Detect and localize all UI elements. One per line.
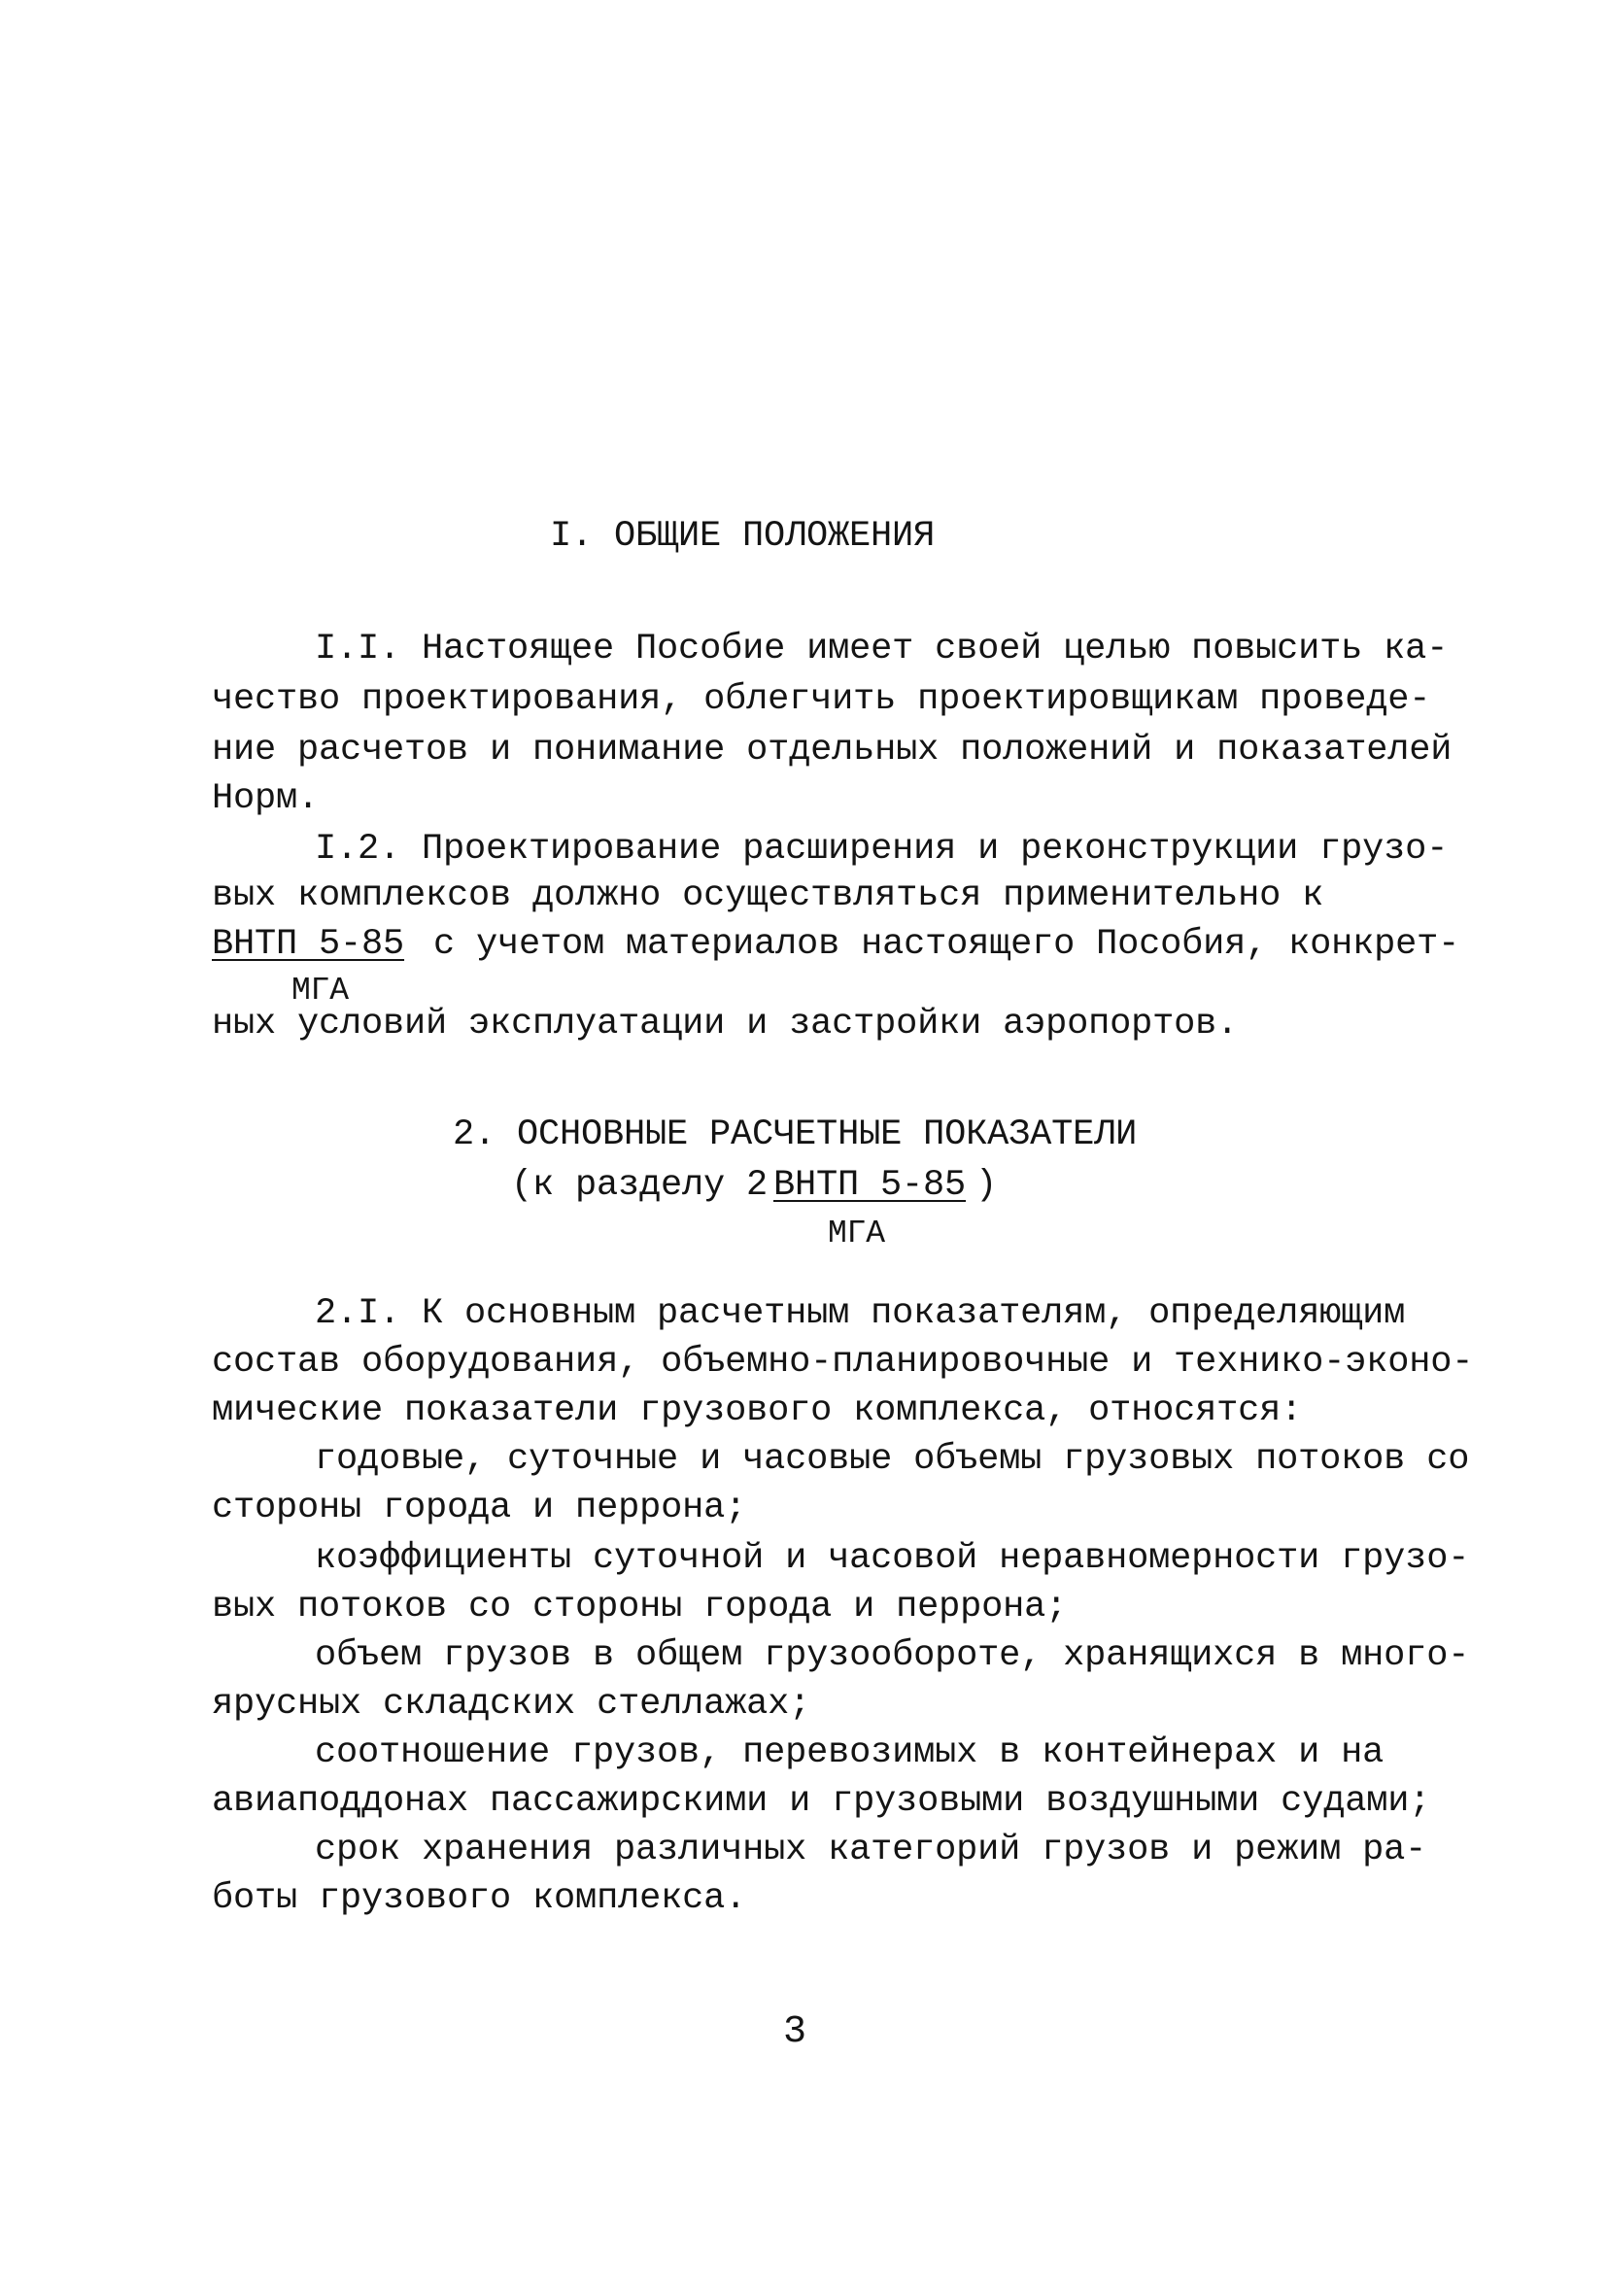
- section-2-subheading-prefix: (к разделу 2: [511, 1165, 769, 1206]
- list-item-coefficients-cont: вых потоков со стороны города и перрона;: [212, 1587, 1068, 1628]
- paragraph-1-2-line-4: ных условий эксплуатации и застройки аэропортов.: [212, 1004, 1239, 1045]
- section-1-heading: I. ОБЩИЕ ПОЛОЖЕНИЯ: [550, 516, 936, 557]
- paragraph-1-1-line-2: чество проектирования, облегчить проектировщикам проведе-: [212, 679, 1431, 720]
- section-2-heading: 2. ОСНОВНЫЕ РАСЧЕТНЫЕ ПОКАЗАТЕЛИ: [453, 1114, 1138, 1155]
- paragraph-2-1-line-2: состав оборудования, объемно-планировочные и технико-эконо-: [212, 1342, 1474, 1383]
- norm-reference: ВНТП 5-85: [212, 924, 405, 965]
- norm-subscript: МГА: [291, 973, 349, 1009]
- list-item-storage-volume-cont: ярусных складских стеллажах;: [212, 1684, 811, 1725]
- paragraph-1-1-line-1: I.I. Настоящее Пособие имеет своей целью повысить ка-: [315, 629, 1449, 669]
- paragraph-2-1-line-3: мические показатели грузового комплекса, относятся:: [212, 1390, 1303, 1431]
- paragraph-1-2-line-3: с учетом материалов настоящего Пособия, конкрет-: [433, 924, 1460, 965]
- page-number: 3: [783, 2010, 806, 2054]
- paragraph-1-1-line-4: Норм.: [212, 778, 320, 819]
- section-2-subheading-suffix: ): [975, 1165, 998, 1206]
- list-item-annual-volumes: годовые, суточные и часовые объемы грузовых потоков со: [315, 1439, 1470, 1480]
- list-item-annual-volumes-cont: стороны города и перрона;: [212, 1488, 747, 1528]
- section-2-norm-subscript: МГА: [828, 1216, 885, 1251]
- list-item-storage-term: срок хранения различных категорий грузов и режим ра-: [315, 1830, 1427, 1870]
- list-item-cargo-ratio: соотношение грузов, перевозимых в контейнерах и на: [315, 1732, 1385, 1773]
- section-2-norm-reference: ВНТП 5-85: [773, 1165, 967, 1206]
- list-item-storage-term-cont: боты грузового комплекса.: [212, 1878, 747, 1919]
- paragraph-1-2-line-1: I.2. Проектирование расширения и реконструкции грузо-: [315, 829, 1449, 870]
- list-item-storage-volume: объем грузов в общем грузообороте, хранящихся в много-: [315, 1635, 1470, 1676]
- paragraph-1-2-line-2: вых комплексов должно осуществляться применительно к: [212, 875, 1324, 916]
- paragraph-2-1-line-1: 2.I. К основным расчетным показателям, определяющим: [315, 1293, 1406, 1334]
- list-item-coefficients: коэффициенты суточной и часовой неравномерности грузо-: [315, 1538, 1470, 1579]
- list-item-cargo-ratio-cont: авиаподдонах пассажирскими и грузовыми воздушными судами;: [212, 1781, 1431, 1822]
- paragraph-1-1-line-3: ние расчетов и понимание отдельных положений и показателей: [212, 730, 1453, 771]
